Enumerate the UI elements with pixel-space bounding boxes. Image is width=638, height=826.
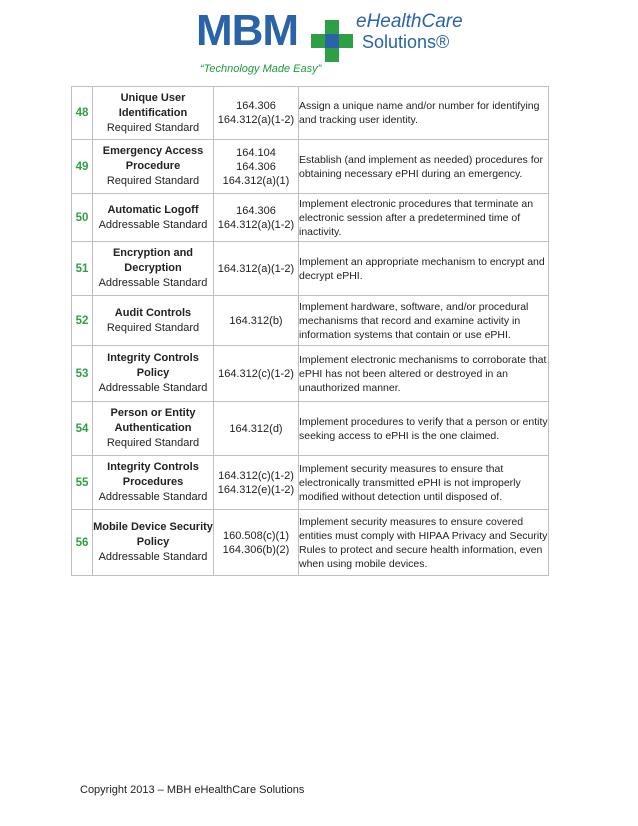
citation-cell <box>214 242 299 296</box>
citation-reference: 164.306 <box>236 100 276 112</box>
citation-cell <box>214 402 299 456</box>
standard-name-cell <box>93 242 214 296</box>
standard-name-cell <box>93 456 214 510</box>
row-number: 49 <box>72 140 93 194</box>
citation-reference: 164.312(a)(1-2) <box>217 114 295 126</box>
medical-cross-logo-icon <box>311 20 353 62</box>
citation-reference: 164.306(b)(2) <box>222 543 290 556</box>
citation-cell <box>214 456 299 510</box>
standard-name-cell <box>93 140 214 194</box>
citation-reference: 164.312(a)(1) <box>222 174 290 187</box>
citation-cell <box>214 87 299 140</box>
standard-type: Required Standard <box>106 321 200 334</box>
citation-reference: 164.306 <box>236 204 276 217</box>
row-number: 53 <box>72 346 93 402</box>
description-cell: Implement procedures to verify that a person or entity seeking access to ePHI is the one claimed. <box>299 402 549 456</box>
description-cell: Implement security measures to ensure that electronically transmitted ePHI is not improperly modified without detection until disposed of. <box>299 456 549 510</box>
citation-reference: 164.312(a)(1-2) <box>217 262 295 275</box>
table-row <box>72 242 549 296</box>
description-cell: Establish (and implement as needed) procedures for obtaining necessary ePHI during an emergency. <box>299 140 549 194</box>
row-number: 51 <box>72 242 93 296</box>
standard-type: Required Standard <box>106 121 200 134</box>
citation-cell <box>214 510 299 576</box>
table-row <box>72 296 549 346</box>
description-cell: Implement electronic procedures that terminate an electronic session after a predetermined time of inactivity. <box>299 194 549 242</box>
row-number: 52 <box>72 296 93 346</box>
citation-reference: 164.306 <box>236 160 276 173</box>
table-row <box>72 510 549 576</box>
table-row <box>72 87 549 140</box>
row-number: 48 <box>72 87 93 140</box>
standard-type: Addressable Standard <box>98 277 208 289</box>
table-row <box>72 140 549 194</box>
requirements-table <box>71 86 549 576</box>
citation-reference: 164.312(e)(1-2) <box>217 483 295 496</box>
row-number: 54 <box>72 402 93 456</box>
standard-title: Mobile Device Security Policy <box>93 521 213 548</box>
tagline: “Technology Made Easy” <box>200 63 322 75</box>
standard-title: Automatic Logoff <box>107 203 199 216</box>
citation-cell <box>214 194 299 242</box>
description-cell: Implement an appropriate mechanism to encrypt and decrypt ePHI. <box>299 242 549 296</box>
citation-reference: 160.508(c)(1) <box>222 529 290 542</box>
standard-name-cell <box>93 402 214 456</box>
standard-name-cell <box>93 346 214 402</box>
table-row <box>72 194 549 242</box>
citation-reference: 164.312(c)(1-2) <box>218 367 294 380</box>
standard-title: Unique User Identification <box>118 91 188 119</box>
standard-type: Addressable Standard <box>98 491 208 503</box>
footer-copyright: Copyright 2013 – MBH eHealthCare Solutions <box>80 784 305 796</box>
page-header <box>0 0 638 80</box>
standard-title: Person or Entity Authentication <box>110 407 196 434</box>
citation-reference: 164.312(d) <box>229 422 283 435</box>
logo-text-ehealthcare: eHealthCare <box>356 11 463 32</box>
standard-title: Integrity Controls Procedures <box>107 461 199 488</box>
description-cell: Implement security measures to ensure covered entities must comply with HIPAA Privacy and Security Rules to protect and secure health information, even when using mobile devices. <box>299 510 549 576</box>
standard-name-cell <box>93 296 214 346</box>
standard-title: Encryption and Decryption <box>112 247 194 274</box>
standard-name-cell <box>93 510 214 576</box>
description-cell: Implement hardware, software, and/or procedural mechanisms that record and examine activity in information systems that contain or use ePHI. <box>299 296 549 346</box>
row-number: 50 <box>72 194 93 242</box>
standard-type: Addressable Standard <box>98 382 208 394</box>
logo-text-mbm: MBM <box>196 6 299 55</box>
standard-name-cell <box>93 87 214 140</box>
citation-reference: 164.312(a)(1-2) <box>217 218 295 231</box>
citation-cell <box>214 346 299 402</box>
citation-reference: 164.312(b) <box>229 314 283 327</box>
row-number: 56 <box>72 510 93 576</box>
citation-reference: 164.104 <box>236 146 276 159</box>
citation-reference: 164.312(c)(1-2) <box>218 469 294 482</box>
description-cell: Implement electronic mechanisms to corroborate that ePHI has not been altered or destroyed in an unauthorized manner. <box>299 346 549 402</box>
description-cell: Assign a unique name and/or number for identifying and tracking user identity. <box>299 87 549 140</box>
table-row <box>72 456 549 510</box>
standard-type: Addressable Standard <box>98 551 208 563</box>
logo-text-solutions: Solutions® <box>362 32 450 52</box>
standard-title: Audit Controls <box>114 306 192 319</box>
table-row <box>72 402 549 456</box>
standard-type: Required Standard <box>106 175 200 187</box>
standard-type: Required Standard <box>106 437 200 449</box>
table-row <box>72 346 549 402</box>
standard-type: Addressable Standard <box>98 218 208 231</box>
standard-title: Emergency Access Procedure <box>102 145 204 172</box>
standard-name-cell <box>93 194 214 242</box>
citation-cell <box>214 296 299 346</box>
row-number: 55 <box>72 456 93 510</box>
standard-title: Integrity Controls Policy <box>107 352 199 379</box>
citation-cell <box>214 140 299 194</box>
